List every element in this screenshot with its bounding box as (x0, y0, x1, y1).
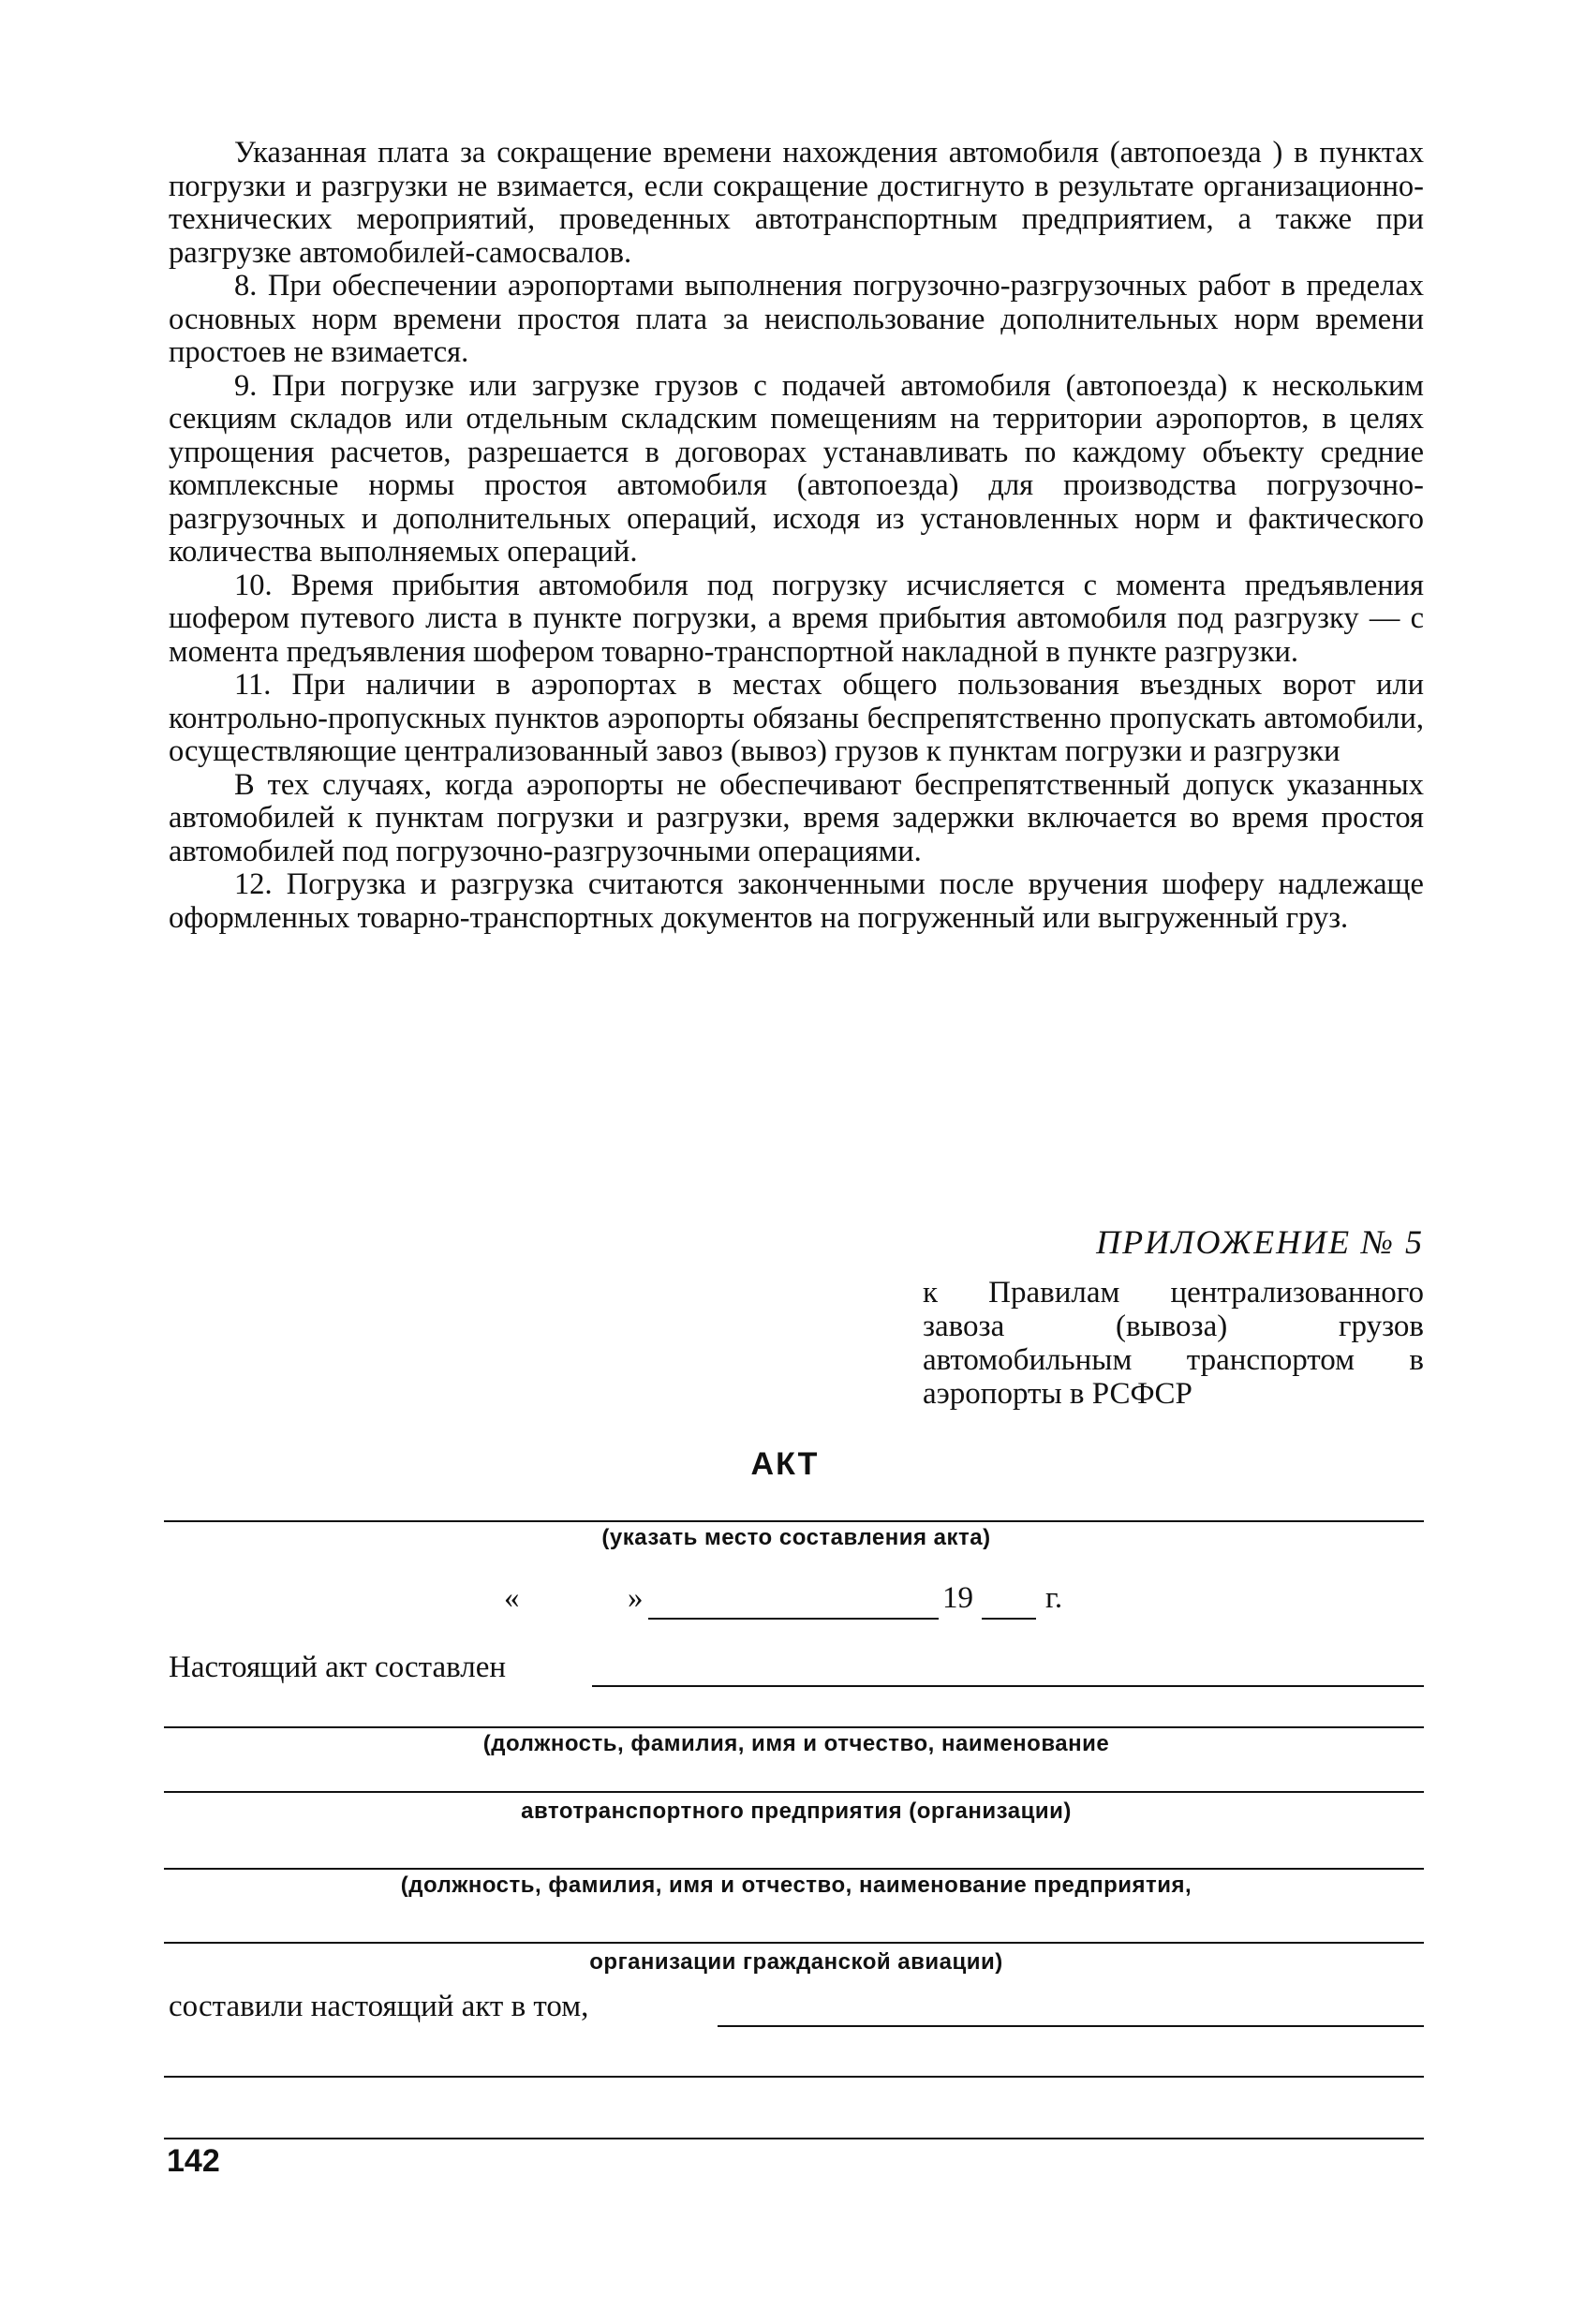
party2-caption-2: организации гражданской авиации) (589, 1949, 1003, 1975)
party1-caption-2: автотранспортного предприятия (организации) (521, 1799, 1072, 1824)
blank-line-2 (164, 2138, 1424, 2139)
blank-line-1 (164, 2076, 1424, 2078)
page-number: 142 (167, 2143, 220, 2179)
party1-line-1 (164, 1726, 1424, 1728)
paragraph-12: 12. Погрузка и разгрузка считаются законченными после вручения шоферу надлежаще оформленных товарно-транспортных документов на погруженный или выгруженный груз. (169, 867, 1424, 935)
paragraph-8: 8. При обеспечении аэропортами выполнения погрузочно-разгрузочных работ в пределах основных норм времени простоя плата за неиспользование дополнительных норм времени простоев не взимается. (169, 269, 1424, 369)
paragraph-11-cont: В тех случаях, когда аэропорты не обеспечивают беспрепятственный допуск указанных автомобилей к пунктам погрузки и разгрузки, время задержки включается во время простоя автомобилей под погрузочно-разгрузочными операциями. (169, 767, 1424, 868)
composed-label: Настоящий акт составлен (169, 1650, 507, 1684)
place-line (164, 1520, 1424, 1522)
paragraph-11: 11. При наличии в аэропортах в местах общего пользования въездных ворот или контрольно-пропускных пунктов аэропорты обязаны беспрепятственно пропускать автомобили, осуществляющие централизованный завоз (вывоз) грузов к пунктам погрузки и разгрузки (169, 668, 1424, 768)
date-year-suffix: г. (1045, 1581, 1063, 1615)
body-text (169, 137, 1424, 935)
place-caption: (указать место составления акта) (601, 1525, 991, 1550)
paragraph-9: 9. При погрузке или загрузке грузов с подачей автомобиля (автопоезда) к нескольким секциям складов или отдельным складским помещениям на территории аэропортов, в целях упрощения расчетов, разрешается в договорах устанавливать по каждому объекту средние комплексные нормы простоя автомобиля (автопоезда) для производства погрузочно-разгрузочных и дополнительных операций, исходя из установленных норм и фактического количества выполняемых операций. (169, 368, 1424, 569)
date-close-quote: » (628, 1581, 644, 1615)
party2-caption-1: (должность, фамилия, имя и отчество, наименование предприятия, (400, 1873, 1192, 1898)
party1-line-2 (164, 1791, 1424, 1793)
date-open-quote: « (504, 1581, 520, 1615)
party1-caption-1: (должность, фамилия, имя и отчество, наименование (482, 1731, 1110, 1756)
date-month-line (648, 1618, 939, 1620)
composed-in-line (718, 2025, 1424, 2027)
date-year-line (982, 1618, 1036, 1620)
party2-line-1 (164, 1868, 1424, 1870)
composed-in-label: составили настоящий акт в том, (169, 1990, 589, 2023)
appendix-subtitle: к Правилам централизованного завоза (вывоза) грузов автомобильным транспортом в аэропорты в РСФСР (923, 1276, 1424, 1411)
party2-line-2 (164, 1942, 1424, 1944)
appendix-title: ПРИЛОЖЕНИЕ № 5 (1096, 1223, 1424, 1261)
paragraph-fee-note: Указанная плата за сокращение времени нахождения автомобиля (автопоезда ) в пунктах погрузки и разгрузки не взимается, если сокращение достигнуто в результате организационно-технических мероприятий, проведенных автотранспортным предприятием, а также при разгрузке автомобилей-самосвалов. (169, 136, 1424, 270)
paragraph-10: 10. Время прибытия автомобиля под погрузку исчисляется с момента предъявления шофером путевого листа в пункте погрузки, а время прибытия автомобиля под разгрузку — с момента предъявления шофером товарно-транспортной накладной в пункте разгрузки. (169, 568, 1424, 669)
composed-line (592, 1685, 1424, 1687)
act-title: АКТ (750, 1446, 820, 1482)
date-year-prefix: 19 (942, 1581, 973, 1615)
